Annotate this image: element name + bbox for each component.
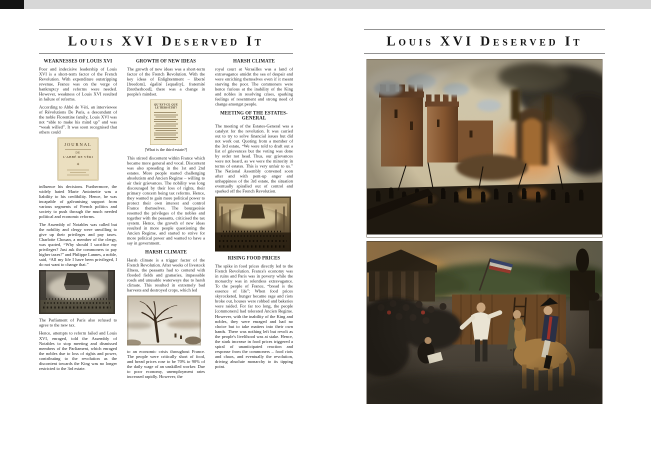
- article-columns: [39, 59, 293, 382]
- body-paragraph: Hence, attempts to reform failed and Louis XVI, enraged, told the Assembly of Notables to stop meeting and dismissed members of the Parliament, which enraged the nobles due to loss of rights and power, contributing to the revolution as the discontent towards the King was no longer restricted to the 3rd estate.: [39, 330, 117, 371]
- estates-general-hall-engraving-image: [215, 197, 293, 252]
- section-heading: GROWTH OF NEW IDEAS: [135, 59, 197, 64]
- body-paragraph: influence his decisions. Furthermore, the widely hated Marie Antoinette was a liability to his credibility. Hence, he was incapable of galvanising support from various segments of French politics and society to push through the much needed political and economic reforms.: [39, 184, 117, 220]
- assembly-of-notables-engraving-image: [39, 270, 117, 314]
- body-paragraph: According to Abbé de Véri, an interviewee of Révolutions De Paris, a descendant of the noble Florentine family, Louis XVI was not “able to make his mind up” and was “weak willed”. It was soon recognised that others could: [39, 104, 117, 135]
- section-heading: MEETING OF THE ESTATES-GENERAL: [220, 111, 288, 122]
- winter-landscape-painting-image: [127, 295, 205, 345]
- execution-of-louis-xvi-painting: [367, 241, 603, 404]
- journal-divider: [65, 149, 91, 150]
- journal-title-text: JOURNAL: [64, 142, 92, 148]
- column-3: [215, 59, 293, 382]
- execution-painting-graphic: [367, 242, 602, 405]
- page-right: [364, 29, 605, 404]
- tiers-etat-pamphlet-image: [150, 100, 182, 145]
- storming-of-the-bastille-painting: [367, 59, 603, 238]
- body-paragraph: royal court at Versailles was a land of extravagance amidst the sea of despair and were enriching themselves even if it meant starving the poor. The commoners were hence furious at the inability of the King and nobles in resolving crises, sparking feelings of resentment and strong need of change amongst people.: [215, 66, 293, 107]
- pamphlet-title-line: LE TIERS-ÉTAT?: [155, 106, 177, 110]
- pamphlet-caption: [What is the third estate?]: [144, 147, 188, 152]
- journal-abbe-de-veri-cover-image: [58, 138, 99, 181]
- column-1: [39, 59, 117, 382]
- body-paragraph: The Parliament of Paris also refused to agree to the new tax.: [39, 317, 117, 328]
- section-heading: WEAKNESSES OF LOUIS XVI: [43, 59, 113, 64]
- journal-subtitle-text: DE: [75, 151, 81, 155]
- column-2: [127, 59, 205, 382]
- pamphlet-title-line: QU'EST-CE QUE: [154, 103, 178, 107]
- section-heading: HARSH CLIMATE: [145, 249, 187, 255]
- body-paragraph: Poor and indecisive leadership of Louis XVI is a short-term factor of the French Revolution. With expenditure outstripping revenue, France was on the verge of bankruptcy and reforms were needed. However, weakness of Louis XVI resulted in failure of reforms.: [39, 66, 117, 102]
- body-paragraph: The growth of new ideas was a short-term factor of the French Revolution. With the key ideas of Enlightenment – liberté [freedom], égalité [equality], fraternité [brotherhood], there was a change in people's mindset.: [127, 66, 205, 97]
- body-paragraph: to an economic crisis throughout France. The people were critically short of food, and bread prices rose to be 70% to 90% of the daily wage of an unskilled worker. Due to poor economy, unemployment rates increased rapidly. However, the: [127, 348, 205, 380]
- journal-author-text: L'ABBÉ DE VÉRI: [62, 155, 94, 160]
- section-heading: RISING FOOD PRICES: [227, 256, 281, 262]
- body-paragraph: The Assembly of Notables was called but the nobility and clergy were unwilling to give up their privileges and pay taxes. Charlotte Chouan, a member of the clergy, was quoted, “Why should I sacrifice my privileges? Just ask the commoners to pay higher taxes!” and Philippe Lannes, a noble, said, “All my life I have been privileged, I do not want to change that.”: [39, 222, 117, 268]
- body-paragraph: The meeting of the Estates-General was a catalyst for the revolution. It was carried out to try to solve financial issues but did not work out. Quoting from a member of the 3rd estate, “We were told to draft out a list of grievances but the voting was done by order not head. Thus, our grievances were not heard, as we were the minority in terms of estates. This is very unfair to us.” The National Assembly convened soon after and with pent-up anger and unhappiness of the 3rd estate, the situation eventually spiralled out of control and sparked off the French Revolution.: [215, 123, 293, 194]
- viewer-top-bar: [0, 0, 651, 9]
- page-title: Louis XVI Deserved It: [386, 33, 583, 49]
- bastille-painting-graphic: [367, 60, 602, 235]
- journal-fake-text-lines: [60, 170, 96, 176]
- page-title: Louis XVI Deserved It: [68, 33, 264, 49]
- masthead-left: [39, 29, 293, 54]
- winter-landscape-graphic: [127, 295, 201, 345]
- assembly-engraving-graphic: [39, 270, 115, 314]
- pamphlet-fake-text-lines: [153, 112, 179, 140]
- body-paragraph: The spike in food prices directly led to the French Revolution. France's economy was in ruins and Paris was in poverty while the monarchy was in relentless extravagance. To the people of France, “bread is the essence of life”; When food prices skyrocketed, hunger became rage and riots broke out, houses were robbed and bakeries were raided. For far too long, the people [commoners] had tolerated Ancien Regime. However, with the inability of the King and nobles, they were enraged and had no choice but to take matters into their own hands. There was nothing left but revolt as the people's livelihood was at stake. Hence, the stark increase in food prices triggered a spiral of unanticipated reaction and response from the commoners – food riots and chaos, and eventually the revolution, driving absolute monarchy to its tipping point.: [215, 263, 293, 369]
- section-heading: HARSH CLIMATE: [233, 59, 275, 64]
- estates-general-graphic: [215, 197, 291, 252]
- viewer-top-bar-corner: [0, 0, 24, 9]
- masthead-right: [364, 29, 605, 54]
- page-left: [39, 29, 293, 441]
- body-paragraph: This stirred discontent within France which became more general and vocal. Discontent was also spreading in the 1st and 2nd estates. More people started challenging absolutism and Ancien Regime – willing to air their grievances. The nobility was long discouraged by their loss of rights, their primary concern being tax reforms. Hence, they wanted to gain more political power to protect their own interest and control France themselves. The bourgeoisie resented the privileges of the nobles and together with the peasants, criticised the tax system. Hence, the growth of new ideas resulted in more people questioning the Ancien Regime, and started to strive for more political power and wanted to have a say in government.: [127, 155, 205, 246]
- journal-ornament-icon: ✦: [76, 162, 80, 167]
- body-paragraph: Harsh climate is a trigger factor of the French Revolution. After weeks of livestock illness, the peasants had to contend with flooded fields and granaries, impassable roads and unusable waterways due to harsh climate. This resulted in extremely bad harvests and destroyed crops, which led: [127, 257, 205, 293]
